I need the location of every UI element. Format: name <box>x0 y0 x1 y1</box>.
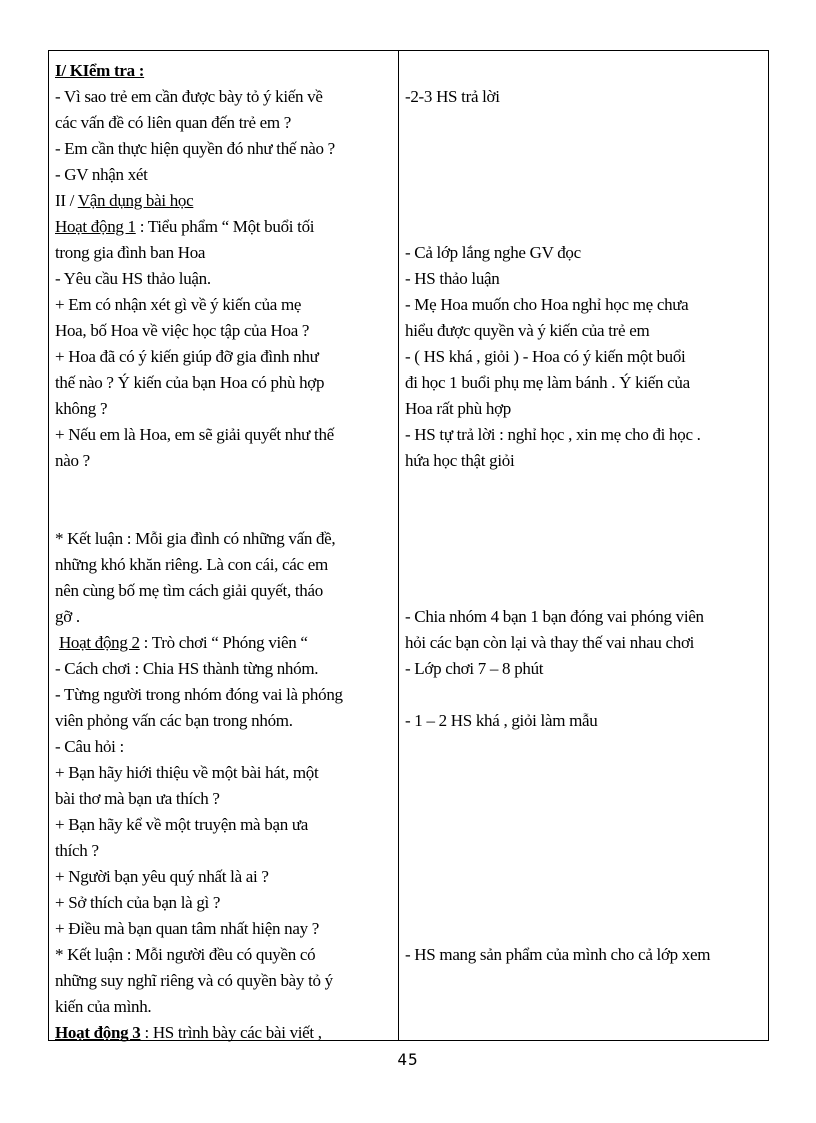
text-line: - Câu hỏi : <box>55 737 124 756</box>
text-line: thích ? <box>55 841 99 860</box>
text-line: - Mẹ Hoa muốn cho Hoa nghỉ học mẹ chưa <box>405 295 689 314</box>
text-line: nào ? <box>55 451 90 470</box>
text-line: - 1 – 2 HS khá , giỏi làm mẫu <box>405 711 598 730</box>
text-line: + Bạn hãy kể về một truyện mà bạn ưa <box>55 815 309 834</box>
blank-line <box>405 214 767 240</box>
text-line: - Yêu cầu HS thảo luận. <box>55 269 211 288</box>
activity-title: : Trò chơi “ Phóng viên “ <box>139 633 308 652</box>
blank-line <box>405 864 767 890</box>
activity-label: Hoạt động 1 <box>55 217 136 236</box>
blank-line <box>405 786 767 812</box>
text-line: + Người bạn yêu quý nhất là ai ? <box>55 867 269 886</box>
text-line: Hoa rất phù hợp <box>405 399 511 418</box>
text-line: + Nếu em là Hoa, em sẽ giải quyết như thế <box>55 425 334 444</box>
text-line: kiến của mình. <box>55 997 152 1016</box>
text-line: - Chia nhóm 4 bạn 1 bạn đóng vai phóng viên <box>405 607 704 626</box>
blank-line <box>405 110 767 136</box>
blank-line <box>405 58 767 84</box>
text-line: - GV nhận xét <box>55 165 148 184</box>
text-line: gỡ . <box>55 607 80 626</box>
activity-2-heading <box>55 630 397 656</box>
text-line: đi học 1 buổi phụ mẹ làm bánh . Ý kiến của <box>405 373 690 392</box>
section-heading-check: I/ KIểm tra : <box>55 61 145 80</box>
text-line: - ( HS khá , giỏi ) - Hoa có ý kiến một buổi <box>405 347 686 366</box>
blank-line <box>405 682 767 708</box>
blank-line <box>405 760 767 786</box>
text-line: + Hoa đã có ý kiến giúp đỡ gia đình như <box>55 347 319 366</box>
blank-line <box>405 838 767 864</box>
text-line: + Em có nhận xét gì về ý kiến của mẹ <box>55 295 302 314</box>
student-activities-column <box>405 58 767 968</box>
section-prefix: II / <box>55 191 78 210</box>
blank-line <box>405 474 767 500</box>
text-line: thế nào ? Ý kiến của bạn Hoa có phù hợp <box>55 373 325 392</box>
text-line: + Sở thích của bạn là gì ? <box>55 893 221 912</box>
activity-1-heading <box>55 214 397 240</box>
blank-line <box>405 552 767 578</box>
page-number: 45 <box>397 1050 419 1069</box>
text-line: - HS tự trả lời : nghỉ học , xin mẹ cho đi học . <box>405 425 701 444</box>
text-line: Hoa, bố Hoa về việc học tập của Hoa ? <box>55 321 310 340</box>
text-line: những khó khăn riêng. Là con cái, các em <box>55 555 328 574</box>
text-line: hiểu được quyền và ý kiến của trẻ em <box>405 321 650 340</box>
text-line: bài thơ mà bạn ưa thích ? <box>55 789 220 808</box>
blank-line <box>405 526 767 552</box>
text-line: hỏi các bạn còn lại và thay thế vai nhau chơi <box>405 633 695 652</box>
text-line: - HS thảo luận <box>405 269 500 288</box>
text-line: -2-3 HS trả lời <box>405 87 500 106</box>
blank-line <box>405 162 767 188</box>
text-line: * Kết luận : Mỗi gia đình có những vấn đề, <box>55 529 336 548</box>
section-heading-apply <box>55 188 397 214</box>
activity-3-heading <box>55 1020 397 1046</box>
text-line: + Điều mà bạn quan tâm nhất hiện nay ? <box>55 919 319 938</box>
text-line: - Em cần thực hiện quyền đó như thế nào ? <box>55 139 335 158</box>
text-line: hứa học thật giỏi <box>405 451 515 470</box>
text-line: những suy nghĩ riêng và có quyền bày tỏ ý <box>55 971 333 990</box>
blank-line <box>405 890 767 916</box>
blank-line <box>55 474 397 500</box>
text-line: - Từng người trong nhóm đóng vai là phóng <box>55 685 343 704</box>
teacher-activities-column <box>55 58 397 1046</box>
text-line: - Cả lớp lắng nghe GV đọc <box>405 243 581 262</box>
activity-title: : HS trình bày các bài viết , <box>140 1023 322 1042</box>
text-line: * Kết luận : Mỗi người đều có quyền có <box>55 945 316 964</box>
blank-line <box>55 500 397 526</box>
blank-line <box>405 136 767 162</box>
blank-line <box>405 916 767 942</box>
activity-label: Hoạt động 2 <box>58 633 140 652</box>
text-line: - Vì sao trẻ em cần được bày tỏ ý kiến về <box>55 87 323 106</box>
text-line: trong gia đình ban Hoa <box>55 243 206 262</box>
text-line: - HS mang sản phẩm của mình cho cả lớp xem <box>405 945 711 964</box>
blank-line <box>405 812 767 838</box>
blank-line <box>405 734 767 760</box>
text-line: nên cùng bố mẹ tìm cách giải quyết, tháo <box>55 581 323 600</box>
blank-line <box>405 578 767 604</box>
activity-label: Hoạt động 3 <box>55 1023 141 1042</box>
text-line: viên phỏng vấn các bạn trong nhóm. <box>55 711 293 730</box>
text-line: - Lớp chơi 7 – 8 phút <box>405 659 544 678</box>
text-line: không ? <box>55 399 108 418</box>
activity-title: : Tiểu phẩm “ Một buổi tối <box>135 217 315 236</box>
text-line: + Bạn hãy hiới thiệu về một bài hát, một <box>55 763 319 782</box>
column-divider <box>398 50 399 1041</box>
blank-line <box>405 500 767 526</box>
text-line: các vấn đề có liên quan đến trẻ em ? <box>55 113 292 132</box>
section-title: Vận dụng bài học <box>77 191 194 210</box>
blank-line <box>405 188 767 214</box>
text-line: - Cách chơi : Chia HS thành từng nhóm. <box>55 659 319 678</box>
